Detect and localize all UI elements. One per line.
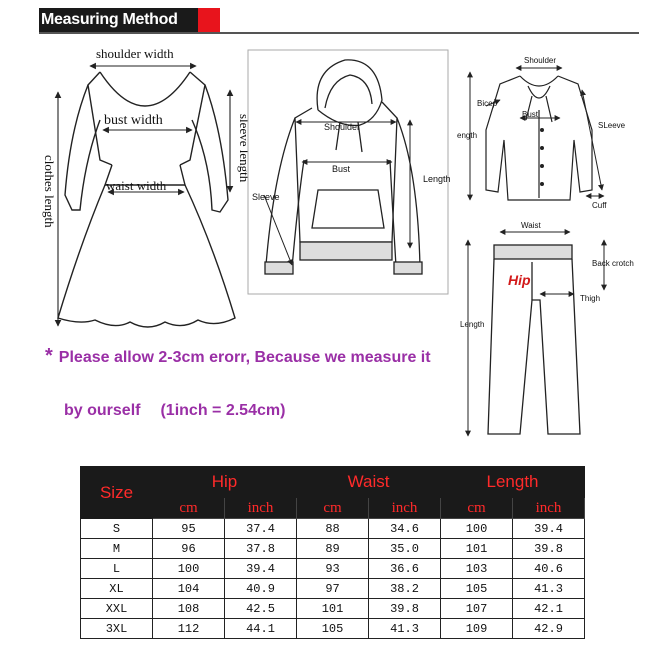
table-cell: 112 (153, 619, 225, 639)
table-cell: 38.2 (369, 579, 441, 599)
table-cell: 103 (441, 559, 513, 579)
table-cell: 100 (153, 559, 225, 579)
error-note-continued (64, 402, 285, 420)
error-note-text: Please allow 2-3cm erorr, Because we measure it (58, 349, 431, 366)
note-star: * (45, 345, 53, 367)
table-cell: 3XL (81, 619, 153, 639)
shirt-bicep-label: Bicep (477, 99, 498, 108)
table-cell: 101 (297, 599, 369, 619)
error-note (45, 345, 431, 368)
table-cell: 44.1 (225, 619, 297, 639)
table-cell: 42.5 (225, 599, 297, 619)
table-row (81, 599, 585, 619)
table-cell: 104 (153, 579, 225, 599)
table-cell: 105 (441, 579, 513, 599)
dress-sleeve-label: sleeve length (237, 114, 252, 183)
measurement-diagrams (0, 36, 661, 446)
table-cell: 36.6 (369, 559, 441, 579)
unit-header: cm (297, 498, 369, 519)
table-cell: XXL (81, 599, 153, 619)
hoodie-shoulder-label: Shoulder (324, 122, 361, 132)
table-row (81, 579, 585, 599)
hoodie-bust-label: Bust (332, 164, 351, 174)
table-row (81, 619, 585, 639)
table-cell: 41.3 (369, 619, 441, 639)
table-cell: 105 (297, 619, 369, 639)
table-cell: 95 (153, 519, 225, 539)
table-cell: 96 (153, 539, 225, 559)
table-cell: 39.8 (513, 539, 585, 559)
table-cell: 41.3 (513, 579, 585, 599)
table-cell: 101 (441, 539, 513, 559)
table-cell: 39.4 (513, 519, 585, 539)
shirt-shoulder-label: Shoulder (524, 56, 557, 65)
unit-header: cm (153, 498, 225, 519)
table-row (81, 519, 585, 539)
table-cell: S (81, 519, 153, 539)
hoodie-sleeve-label: Sleeve (252, 192, 280, 202)
error-note-text-2: by ourself (64, 402, 141, 419)
header-accent-block (198, 8, 220, 32)
waist-group-header: Waist (297, 467, 441, 498)
shirt-diagram (486, 76, 592, 200)
dress-measure-lines (58, 66, 230, 326)
size-column-header: Size (81, 467, 153, 519)
table-cell: 93 (297, 559, 369, 579)
unit-header: cm (441, 498, 513, 519)
table-cell: XL (81, 579, 153, 599)
table-cell: 89 (297, 539, 369, 559)
table-cell: 97 (297, 579, 369, 599)
table-cell: 107 (441, 599, 513, 619)
pants-length-label: Length (460, 320, 485, 329)
unit-header: inch (369, 498, 441, 519)
unit-header: inch (513, 498, 585, 519)
table-cell: 39.4 (225, 559, 297, 579)
dress-waist-label: waist width (106, 178, 167, 193)
table-cell: L (81, 559, 153, 579)
table-row (81, 559, 585, 579)
section-title: Measuring Method (41, 11, 178, 28)
unit-conversion-note: (1inch = 2.54cm) (160, 402, 286, 419)
pants-thigh-label: Thigh (580, 294, 601, 303)
size-chart-table (80, 466, 585, 639)
shirt-cuff-label: Cuff (592, 201, 607, 210)
dress-bust-label: bust width (104, 113, 163, 128)
table-cell: 42.9 (513, 619, 585, 639)
table-cell: 39.8 (369, 599, 441, 619)
pants-diagram (488, 245, 580, 434)
table-cell: 34.6 (369, 519, 441, 539)
table-cell: 37.8 (225, 539, 297, 559)
dress-diagram (58, 72, 235, 327)
section-header (39, 8, 199, 32)
pants-waist-label: Waist (521, 221, 541, 230)
table-cell: 108 (153, 599, 225, 619)
shirt-bust-label: Bust (522, 110, 539, 119)
table-cell: 88 (297, 519, 369, 539)
pants-hip-label: Hip (508, 272, 531, 288)
hip-group-header: Hip (153, 467, 297, 498)
table-unit-row (81, 498, 585, 519)
table-cell: 35.0 (369, 539, 441, 559)
table-cell: 40.6 (513, 559, 585, 579)
table-row (81, 539, 585, 559)
table-cell: 100 (441, 519, 513, 539)
table-cell: 42.1 (513, 599, 585, 619)
dress-length-label: clothes length (42, 155, 57, 228)
unit-header: inch (225, 498, 297, 519)
hoodie-length-label: Length (423, 174, 451, 184)
table-cell: 109 (441, 619, 513, 639)
table-cell: 37.4 (225, 519, 297, 539)
shirt-measure-lines (470, 68, 604, 200)
shirt-sleeve-label: SLeeve (598, 121, 626, 130)
dress-shoulder-label: shoulder width (96, 46, 174, 61)
header-divider (39, 32, 639, 34)
table-cell: 40.9 (225, 579, 297, 599)
table-group-header-row (81, 467, 585, 498)
pants-back-crotch-label: Back crotch (592, 259, 634, 268)
length-group-header: Length (441, 467, 585, 498)
table-cell: M (81, 539, 153, 559)
shirt-length-label: ength (457, 131, 478, 140)
